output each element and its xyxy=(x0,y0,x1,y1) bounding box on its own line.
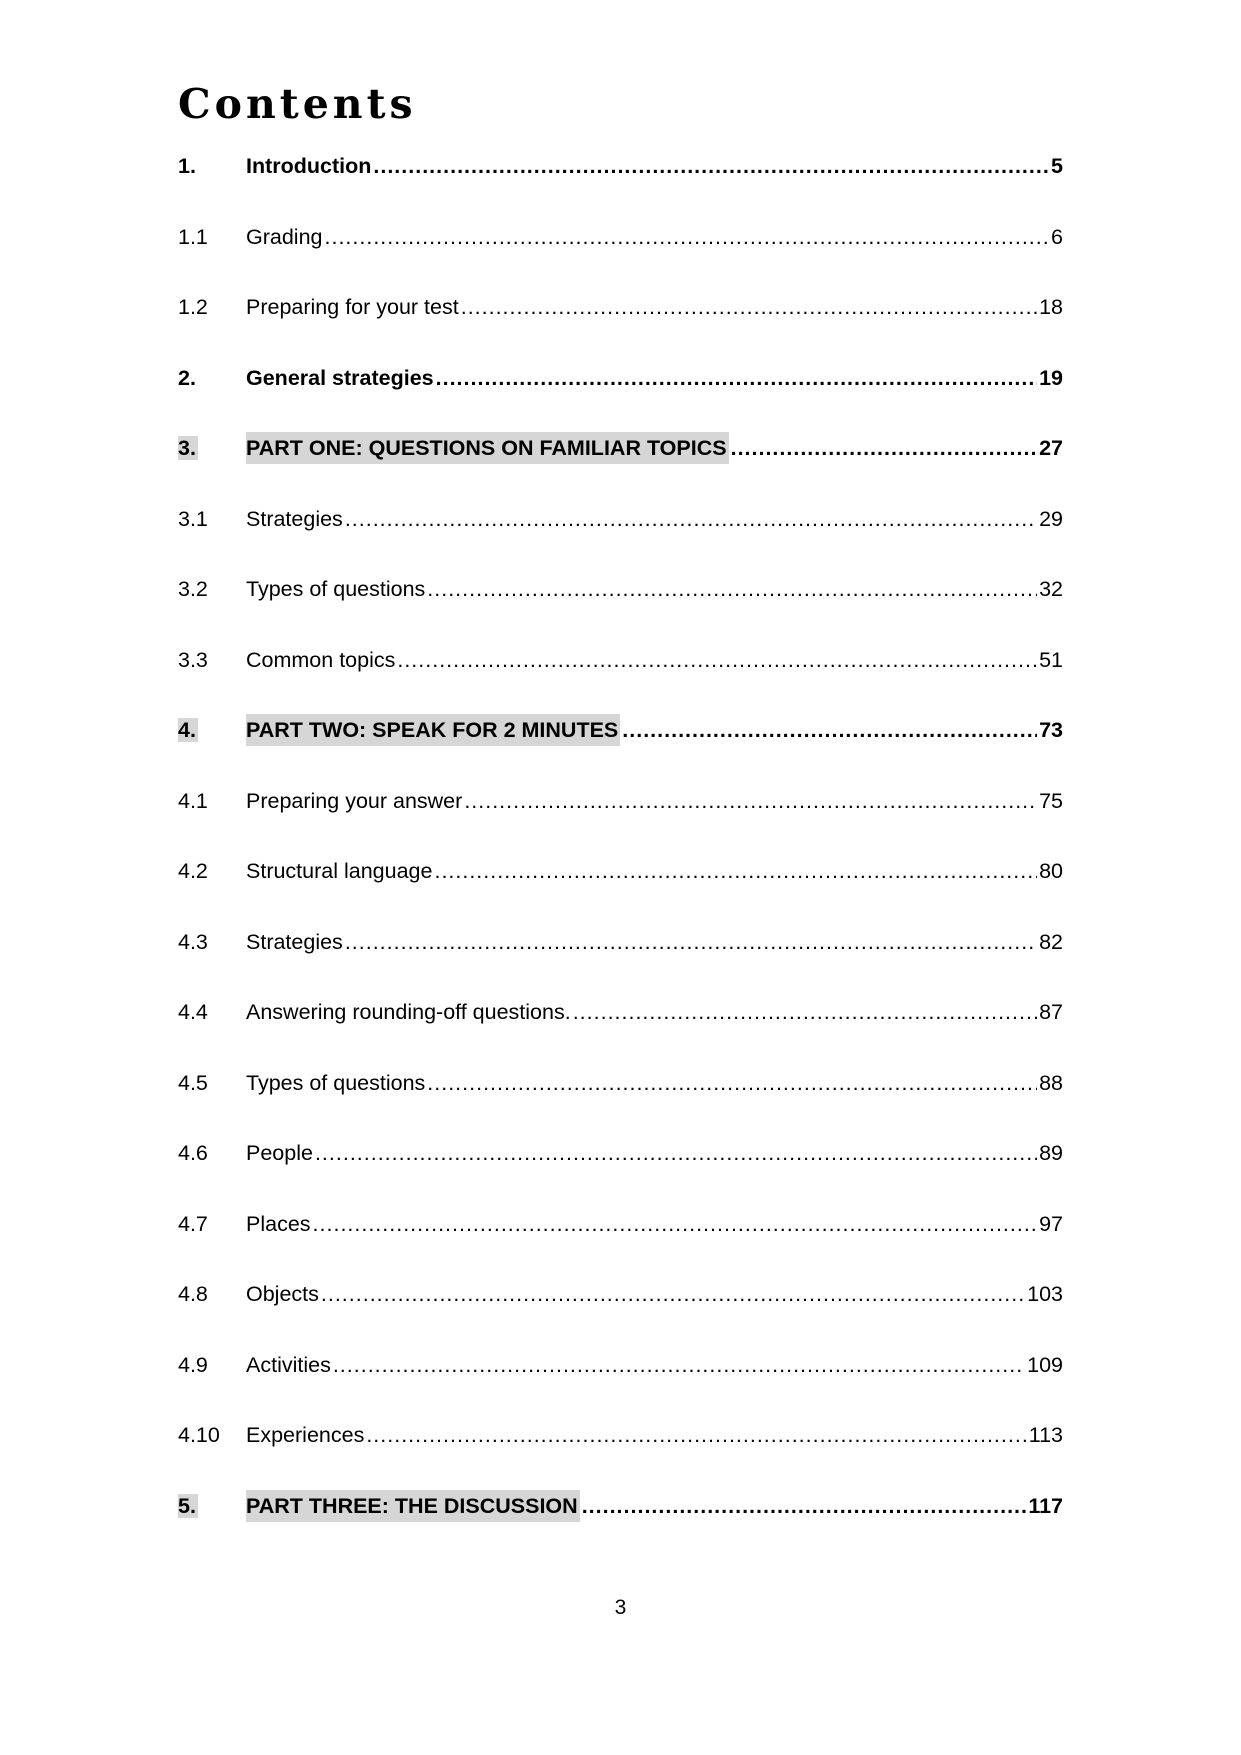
toc-entry-page: 27 xyxy=(1039,436,1063,460)
toc-entry[interactable] xyxy=(178,432,1063,503)
toc-entry-title: Preparing your answer xyxy=(246,788,463,813)
dot-leader xyxy=(366,1419,1026,1451)
toc-entry-page: 89 xyxy=(1039,1141,1063,1165)
toc-entry-number xyxy=(178,362,246,394)
toc-entry-page: 117 xyxy=(1028,1493,1063,1518)
dot-leader xyxy=(427,1067,1037,1099)
toc-entry-number-text: 4.7 xyxy=(178,1211,208,1236)
toc-entry-title: Answering rounding-off questions. xyxy=(246,1000,571,1024)
dot-leader xyxy=(464,785,1037,817)
toc-entry[interactable] xyxy=(178,1278,1063,1349)
dot-leader xyxy=(427,573,1037,605)
toc-entry-page: 18 xyxy=(1039,295,1063,319)
toc-entry-title: Common topics xyxy=(246,647,396,672)
toc-entry-title: Types of questions xyxy=(246,577,426,601)
toc-entry-title: Grading xyxy=(246,224,323,249)
toc-entry-title: Places xyxy=(246,1211,311,1236)
toc-entry-number-text: 4.3 xyxy=(178,929,208,954)
toc-entry-title: Types of questions xyxy=(246,1070,426,1095)
dot-leader xyxy=(333,1349,1025,1381)
dot-leader xyxy=(321,1278,1025,1310)
toc-entry-title: Objects xyxy=(246,1282,319,1306)
toc-entry-page: 29 xyxy=(1039,506,1063,531)
toc-entry-page: 87 xyxy=(1039,1000,1063,1024)
toc-entry-number-text: 4.10 xyxy=(178,1423,220,1447)
toc-entry-number xyxy=(178,503,246,535)
dot-leader xyxy=(397,644,1037,676)
toc-entry[interactable] xyxy=(178,362,1063,433)
toc-entry[interactable] xyxy=(178,1490,1063,1561)
toc-entry-number-text: 2. xyxy=(178,365,196,390)
toc-entry-page: 32 xyxy=(1039,577,1063,601)
toc-entry-page: 97 xyxy=(1039,1211,1063,1236)
toc-entry-page: 80 xyxy=(1039,859,1063,883)
toc-entry-title: Strategies xyxy=(246,506,343,531)
toc-entry-number xyxy=(178,1419,246,1451)
toc-entry-page: 5 xyxy=(1051,154,1063,178)
toc-entry-number-text: 1. xyxy=(178,154,196,178)
toc-entry-number-text: 4.8 xyxy=(178,1282,208,1306)
toc-entry-number xyxy=(178,1278,246,1310)
toc-entry-number xyxy=(178,1349,246,1381)
toc-entry-page: 75 xyxy=(1039,788,1063,813)
toc-entry[interactable] xyxy=(178,855,1063,926)
dot-leader xyxy=(436,362,1037,394)
toc-entry-number xyxy=(178,785,246,817)
toc-entry-page: 51 xyxy=(1039,647,1063,672)
toc-entry-title: Activities xyxy=(246,1352,331,1377)
dot-leader xyxy=(582,1490,1027,1522)
toc-entry[interactable] xyxy=(178,1419,1063,1490)
toc-entry-page: 88 xyxy=(1039,1070,1063,1095)
toc-entry-title: Strategies xyxy=(246,929,343,954)
toc-entry-number-text: 3.1 xyxy=(178,506,208,531)
toc-entry-number xyxy=(178,1067,246,1099)
toc-entry-number-text: 5. xyxy=(178,1493,196,1518)
dot-leader xyxy=(325,221,1050,253)
toc-entry-page: 109 xyxy=(1027,1352,1063,1377)
toc-entry-number-text: 3. xyxy=(178,436,196,460)
toc-entry-number-text: 4. xyxy=(178,718,196,742)
toc-entry-page: 103 xyxy=(1027,1282,1063,1306)
toc-entry-number-text: 4.5 xyxy=(178,1070,208,1095)
toc-entry[interactable] xyxy=(178,503,1063,574)
toc-entry-number-text: 4.2 xyxy=(178,859,208,883)
toc-entry-page: 73 xyxy=(1039,718,1063,742)
toc-entry-number xyxy=(178,150,246,182)
dot-leader xyxy=(373,150,1049,182)
dot-leader xyxy=(345,926,1037,958)
toc-entry-page: 19 xyxy=(1039,365,1063,390)
toc-entry-title: PART THREE: THE DISCUSSION xyxy=(246,1490,580,1522)
toc-entry-number-text: 4.9 xyxy=(178,1352,208,1377)
toc-entry[interactable] xyxy=(178,785,1063,856)
toc-entry-number-text: 1.1 xyxy=(178,224,208,249)
dot-leader xyxy=(573,996,1037,1028)
toc-entry-title: PART ONE: QUESTIONS ON FAMILIAR TOPICS xyxy=(246,432,729,464)
toc-entry[interactable] xyxy=(178,1208,1063,1279)
toc-entry-page: 6 xyxy=(1051,224,1063,249)
toc-entry-number-text: 1.2 xyxy=(178,295,208,319)
toc-entry[interactable] xyxy=(178,221,1063,292)
toc-entry[interactable] xyxy=(178,1349,1063,1420)
toc-entry-title: PART TWO: SPEAK FOR 2 MINUTES xyxy=(246,714,620,746)
dot-leader xyxy=(313,1208,1038,1240)
toc-entry-number xyxy=(178,573,246,605)
toc-entry-number xyxy=(178,432,246,464)
toc-entry-title: Structural language xyxy=(246,859,433,883)
dot-leader xyxy=(622,714,1037,746)
toc-entry-number-text: 4.4 xyxy=(178,1000,208,1024)
dot-leader xyxy=(461,291,1037,323)
toc-entry-number xyxy=(178,714,246,746)
toc-entry-title: Introduction xyxy=(246,154,372,178)
toc-entry[interactable] xyxy=(178,714,1063,785)
toc-entry[interactable] xyxy=(178,1067,1063,1138)
page-title: Contents xyxy=(178,80,417,128)
toc-entry[interactable] xyxy=(178,150,1063,221)
toc-entry[interactable] xyxy=(178,644,1063,715)
toc-entry-page: 82 xyxy=(1039,929,1063,954)
dot-leader xyxy=(434,855,1037,887)
toc-entry-number xyxy=(178,996,246,1028)
toc-entry-number-text: 4.6 xyxy=(178,1141,208,1165)
toc-entry-number xyxy=(178,1208,246,1240)
toc-entry-title: General strategies xyxy=(246,365,434,390)
toc-entry-number-text: 3.2 xyxy=(178,577,208,601)
toc-entry-page: 113 xyxy=(1028,1423,1063,1447)
toc-entry-title: Preparing for your test xyxy=(246,295,459,319)
toc-entry-title: Experiences xyxy=(246,1423,365,1447)
toc-entry-number xyxy=(178,291,246,323)
dot-leader xyxy=(345,503,1037,535)
toc-entry-number xyxy=(178,855,246,887)
toc-entry-number-text: 4.1 xyxy=(178,788,208,813)
dot-leader xyxy=(731,432,1037,464)
toc-entry-number xyxy=(178,1490,246,1522)
toc-entry-title: People xyxy=(246,1141,313,1165)
toc-entry[interactable] xyxy=(178,926,1063,997)
dot-leader xyxy=(315,1137,1037,1169)
page-number: 3 xyxy=(614,1596,627,1619)
toc-entry[interactable] xyxy=(178,996,1063,1067)
toc-entry-number-text: 3.3 xyxy=(178,647,208,672)
toc-entry-number xyxy=(178,1137,246,1169)
toc-entry[interactable] xyxy=(178,291,1063,362)
toc-entry-number xyxy=(178,221,246,253)
table-of-contents xyxy=(178,150,1063,1560)
toc-entry[interactable] xyxy=(178,1137,1063,1208)
toc-entry[interactable] xyxy=(178,573,1063,644)
toc-entry-number xyxy=(178,644,246,676)
toc-entry-number xyxy=(178,926,246,958)
